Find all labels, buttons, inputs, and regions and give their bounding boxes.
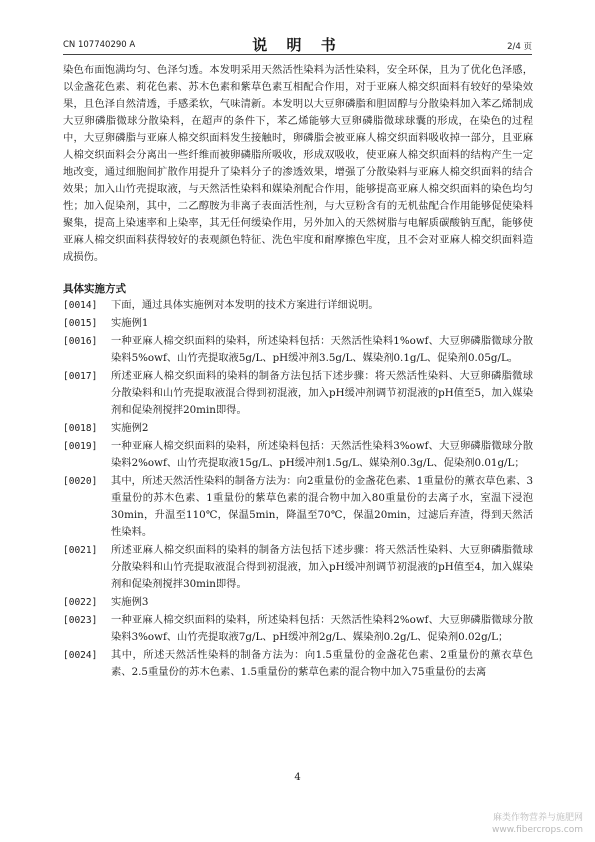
page-indicator: 2/4 页 [507,42,532,52]
paragraph-number: [0016] [63,336,98,347]
paragraph-text: 实施例3 [111,596,149,608]
paragraph-text: 其中，所述天然活性染料的制备方法为：向2重量份的金盏花色素、1重量份的薰衣草色素、3重量份的苏木色素、1重量份的紫草色素的混合物中加入80重量份的去离子水，室温下浸泡30min，升温至110℃，保温5min，降温至70℃，保温20min，过滤后弃渣，得到天然活性染料。 [111,475,533,538]
paragraph-number: [0021] [63,545,98,556]
paragraph-text: 所述亚麻人棉交织面料的染料的制备方法包括下述步骤：将天然活性染料、大豆卵磷脂微球分散染料和山竹壳提取液混合得到初混液，加入pH缓冲剂调节初混液的pH值至5，加入媒染剂和促染剂搅拌20min即得。 [111,370,533,416]
site-watermark [492,812,583,836]
paragraph-number: [0018] [63,423,98,434]
paragraph-0020 [63,473,533,541]
paragraph-number: [0017] [63,371,98,382]
paragraph-text: 一种亚麻人棉交织面料的染料，所述染料包括：天然活性染料1%owf、大豆卵磷脂微球分散染料5%owf、山竹壳提取液5g/L、pH缓冲剂3.5g/L、媒染剂0.1g/L、促染剂0.05g/L。 [111,335,533,364]
paragraph-text: 下面，通过具体实施例对本发明的技术方案进行详细说明。 [111,299,379,311]
document-title: 说 明 书 [252,36,343,54]
paragraph-text: 所述亚麻人棉交织面料的染料的制备方法包括下述步骤：将天然活性染料、大豆卵磷脂微球分散染料和山竹壳提取液混合得到初混液，加入pH缓冲剂调节初混液的pH值至4，加入媒染剂和促染剂搅拌30min即得。 [111,544,533,590]
section-title: 具体实施方式 [63,283,126,295]
paragraph-text: 一种亚麻人棉交织面料的染料，所述染料包括：天然活性染料3%owf、大豆卵磷脂微球分散染料2%owf、山竹壳提取液15g/L、pH缓冲剂1.5g/L、媒染剂0.3g/L、促染剂0.01g/L； [111,440,533,469]
paragraph-number: [0015] [63,318,98,329]
intro-paragraph: 染色布面饱满均匀、色泽匀透。本发明采用天然活性染料为活性染料，安全环保，且为了优化色泽感，以金盏花色素、莉花色素、苏木色素和紫草色素互相配合作用，对于亚麻人棉交织面料有较好的晕染效果，且色泽自然清透，手感柔软，气味清新。本发明以大豆卵磷脂和胆固醇与分散染料加入苯乙烯制成大豆卵磷脂微球分散染料，在超声的条件下，苯乙烯能够大豆卵磷脂微球球囊的形成，在染色的过程中，大豆卵磷脂与亚麻人棉交织面料发生接触时，卵磷脂会被亚麻人棉交织面料吸收掉一部分，且亚麻人棉交织面料会分离出一些纤维而被卵磷脂所吸收，形成双吸收，使亚麻人棉交织面料的结构产生一定地改变，通过细胞间扩散作用提升了染料分子的渗透效果，增强了分散染料与亚麻人棉交织面料的结合效果；加入山竹壳提取液，与天然活性染料和媒染剂配合作用，能够提高亚麻人棉交织面料的染色均匀性；加入促染剂，其中，二乙醇胺为非离子表面活性剂，与大豆粉含有的无机盐配合作用能够促使染料聚集，提高上染速率和上染率，其无任何缓染作用，另外加入的天然树脂与电解质碳酸钠互配，能够使亚麻人棉交织面料获得较好的表观颜色特征、洗色牢度和耐摩擦色牢度，且不会对亚麻人棉交织面料造成损伤。 [63,64,533,263]
watermark-site-name: 麻类作物营养与施肥网 [492,813,583,823]
paragraph-number: [0020] [63,476,98,487]
paragraph-0023 [63,612,533,646]
watermark-url: www.fibercrops.com [492,825,583,835]
paragraph-number: [0024] [63,650,98,661]
page-header [63,30,532,55]
paragraph-number: [0014] [63,300,98,311]
paragraph-number: [0019] [63,441,98,452]
paragraph-0018 [63,420,533,437]
paragraph-0014 [63,297,533,314]
paragraph-0019 [63,438,533,472]
paragraph-text: 其中，所述天然活性染料的制备方法为：向1.5重量份的金盏花色素、2重量份的薰衣草色素、2.5重量份的苏木色素、1.5重量份的紫草色素的混合物中加入75重量份的去离 [111,649,533,678]
paragraph-text: 一种亚麻人棉交织面料的染料，所述染料包括：天然活性染料2%owf、大豆卵磷脂微球分散染料3%owf、山竹壳提取液7g/L、pH缓冲剂2g/L、媒染剂0.2g/L、促染剂0.02g/L； [111,614,533,643]
paragraph-text: 实施例1 [111,317,149,329]
paragraph-0022 [63,594,533,611]
document-body [63,62,533,682]
paragraph-0015 [63,315,533,332]
paragraph-0016 [63,333,533,367]
page-number: 4 [294,772,301,783]
publication-number: CN 107740290 A [63,40,136,50]
paragraph-text: 实施例2 [111,422,149,434]
paragraph-number: [0022] [63,597,98,608]
paragraph-0017 [63,368,533,419]
paragraph-0021 [63,542,533,593]
paragraph-number: [0023] [63,615,98,626]
paragraph-0024 [63,647,533,681]
